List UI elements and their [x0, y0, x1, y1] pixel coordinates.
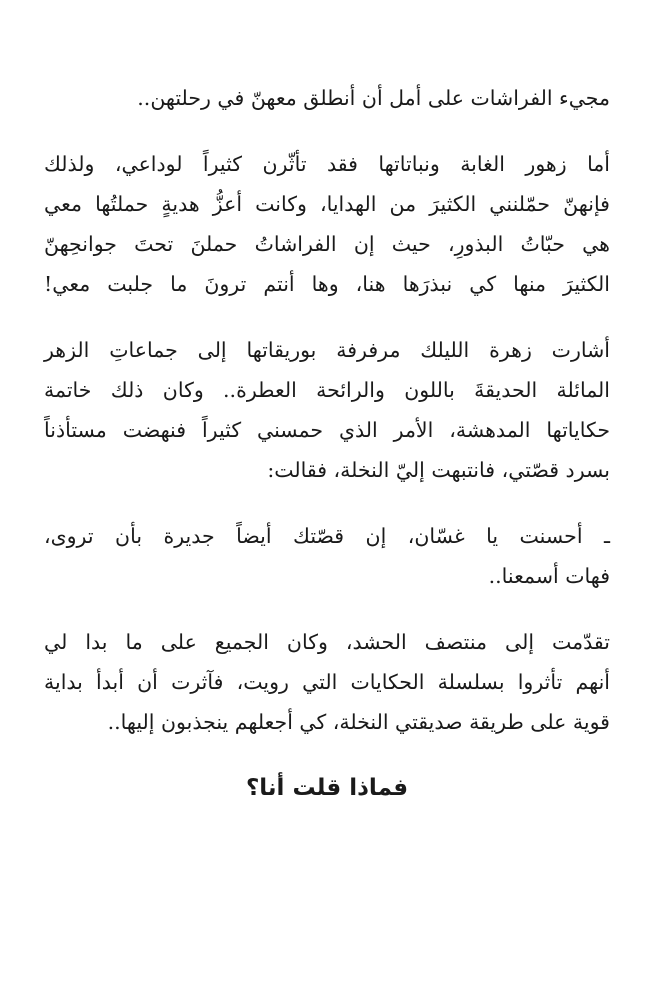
text-line: هي حبّاتُ البذورِ، حيث إن الفراشاتُ حملنَ تحتَ جوانحِهنّ — [44, 232, 610, 256]
text-line: حكاياتها المدهشة، الأمر الذي حمسني كثيراً فنهضت مستأذناً — [44, 418, 610, 442]
text-line: فهات أسمعنا.. — [488, 564, 610, 588]
text-line: الكثيرَ منها كي نبذرَها هنا، وها أنتم ترونَ ما جلبت معي! — [44, 272, 610, 296]
text-line: ـ أحسنت يا غسّان، إن قصّتك أيضاً جديرة بأن تروى، — [44, 524, 610, 548]
paragraph-3 — [44, 330, 610, 490]
paragraph-4 — [44, 516, 610, 596]
text-line: بسرد قصّتي، فانتبهت إليّ النخلة، فقالت: — [267, 458, 610, 482]
closing-heading: فماذا قلت أنا؟ — [245, 775, 409, 801]
text-line: المائلة الحديقةَ باللون والرائحة العطرة.. وكان ذلك خاتمة — [44, 378, 610, 402]
page-body — [44, 78, 610, 808]
text-line: قوية على طريقة صديقتي النخلة، كي أجعلهم ينجذبون إليها.. — [107, 710, 610, 734]
paragraph-2 — [44, 144, 610, 304]
text-line: مجيء الفراشات على أمل أن أنطلق معهنّ في رحلتهن.. — [137, 86, 610, 110]
text-line: أنهم تأثروا بسلسلة الحكايات التي رويت، فآثرت أن أبدأ بداية — [44, 670, 610, 694]
paragraph-1 — [44, 78, 610, 118]
text-line: تقدّمت إلى منتصف الحشد، وكان الجميع على ما بدا لي — [44, 630, 610, 654]
text-line: أشارت زهرة الليلك مرفرفة بوريقاتها إلى جماعاتِ الزهر — [44, 338, 610, 362]
paragraph-5 — [44, 622, 610, 742]
text-line: فإنهنّ حمّلنني الكثيرَ من الهدايا، وكانت أعزُّ هديةٍ حملتُها معي — [44, 192, 610, 216]
text-line: أما زهور الغابة ونباتاتها فقد تأثّرن كثيراً لوداعي، ولذلك — [44, 152, 610, 176]
